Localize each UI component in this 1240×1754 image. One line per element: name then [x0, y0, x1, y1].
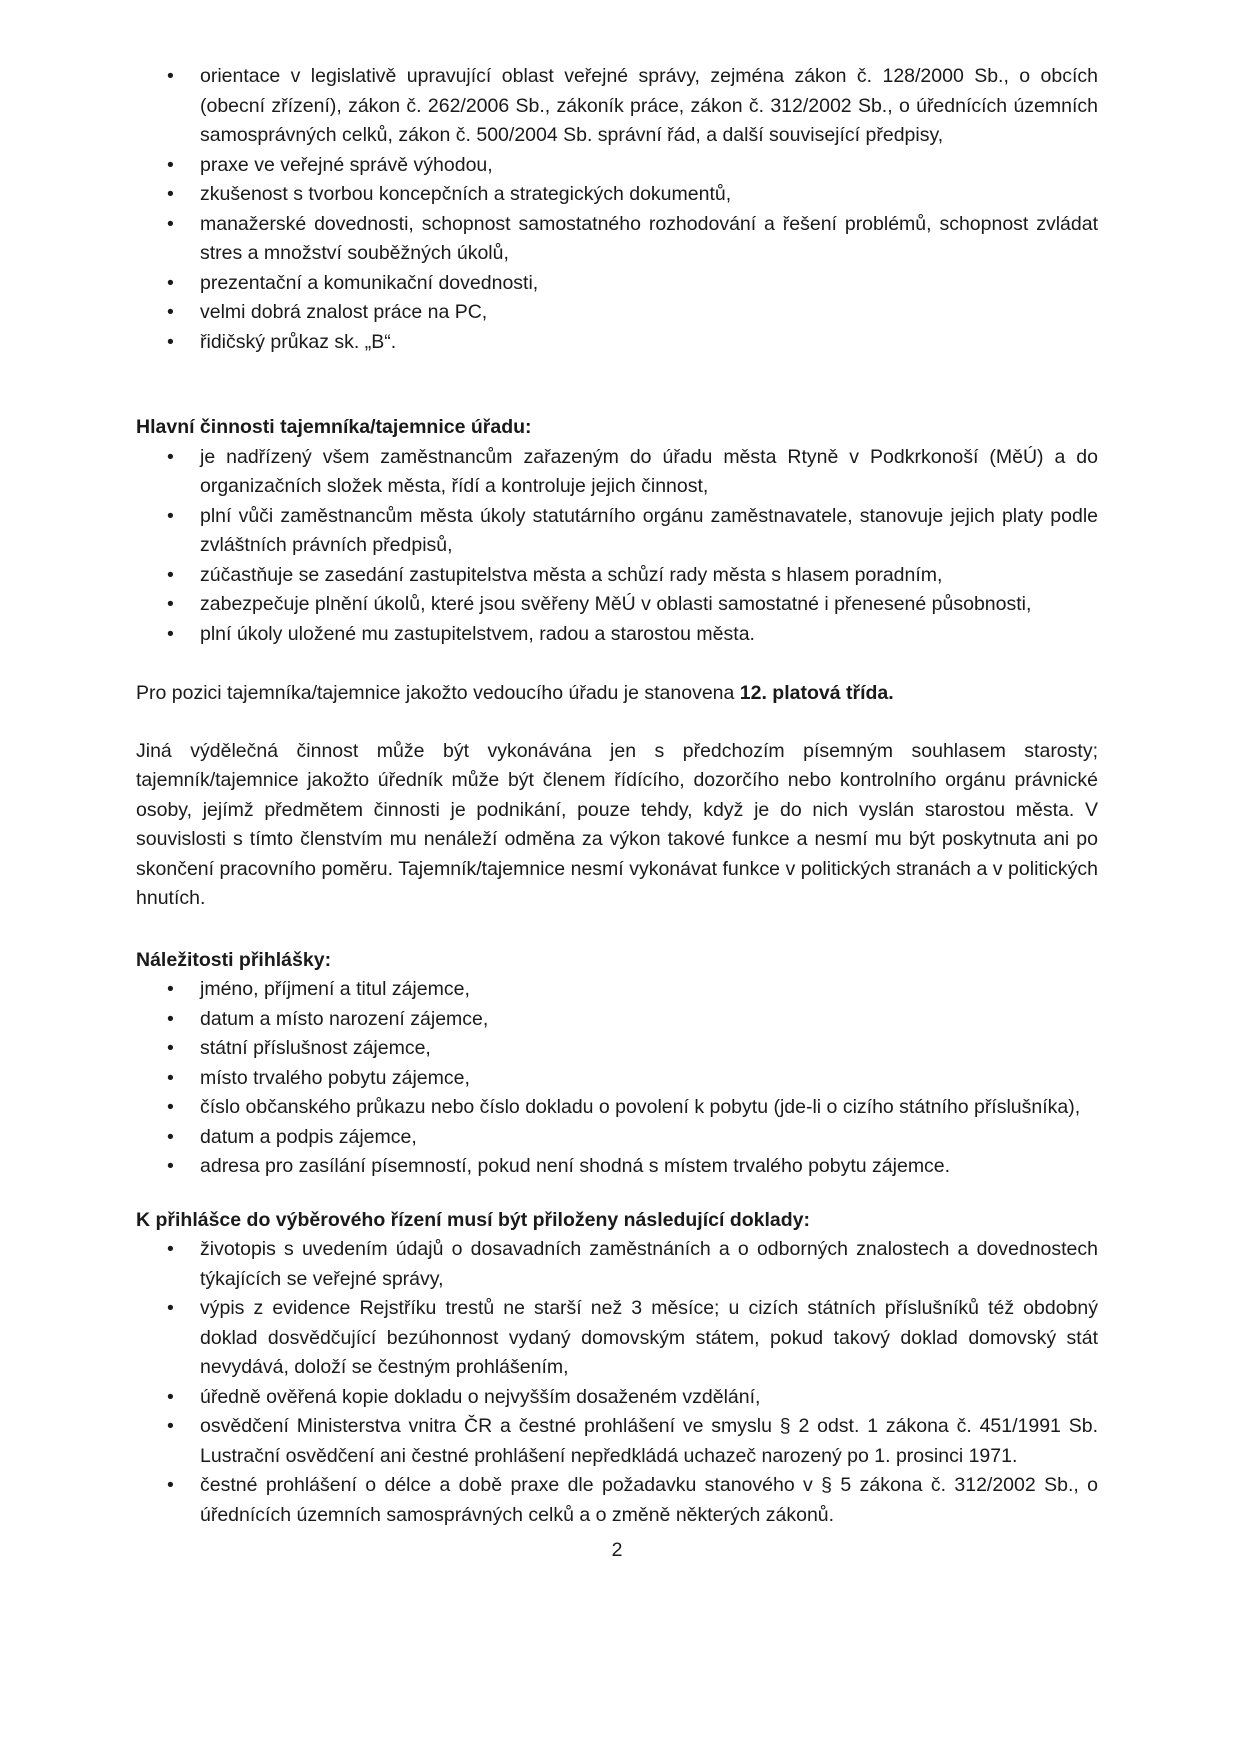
list-item: • řidičský průkaz sk. „B“.	[136, 328, 1098, 358]
list-item: • osvědčení Ministerstva vnitra ČR a čestné prohlášení ve smyslu § 2 odst. 1 zákona č. 451/1991 Sb. Lustrační osvědčení ani čestné prohlášení nepředkládá uchazeč narozený po 1. prosinci 1971.	[136, 1412, 1098, 1471]
list-item: • zabezpečuje plnění úkolů, které jsou svěřeny MěÚ v oblasti samostatné i přenesené působnosti,	[136, 590, 1098, 620]
list-item: • datum a podpis zájemce,	[136, 1123, 1098, 1153]
list-item: • velmi dobrá znalost práce na PC,	[136, 298, 1098, 328]
list-item: • úředně ověřená kopie dokladu o nejvyšším dosaženém vzdělání,	[136, 1383, 1098, 1413]
list-item: • místo trvalého pobytu zájemce,	[136, 1064, 1098, 1094]
list-item: • zúčastňuje se zasedání zastupitelstva města a schůzí rady města s hlasem poradním,	[136, 561, 1098, 591]
other-income-paragraph: Jiná výdělečná činnost může být vykonávána jen s předchozím písemným souhlasem starosty; tajemník/tajemnice jakožto úředník může být členem řídícího, dozorčího nebo kontrolního orgánu právnické osoby, jejímž předmětem činnosti je podnikání, pouze tehdy, když je do nich vyslán starostou města. V souvislosti s tímto členstvím mu nenáleží odměna za výkon takové funkce a nesmí mu být poskytnuta ani po skončení pracovního poměru. Tajemník/tajemnice nesmí vykonávat funkce v politických stranách a v politických hnutích.	[136, 739, 1098, 909]
attachments-list	[136, 1235, 1098, 1530]
list-item: • prezentační a komunikační dovednosti,	[136, 269, 1098, 299]
pay-grade-text: Pro pozici tajemníka/tajemnice jakožto vedoucího úřadu je stanovena	[136, 682, 740, 704]
list-item: • zkušenost s tvorbou koncepčních a strategických dokumentů,	[136, 180, 1098, 210]
list-item: • manažerské dovednosti, schopnost samostatného rozhodování a řešení problémů, schopnost zvládat stres a množství souběžných úkolů,	[136, 210, 1098, 269]
pay-grade-paragraph	[136, 679, 1098, 709]
list-item: • datum a místo narození zájemce,	[136, 1005, 1098, 1035]
list-item: • plní vůči zaměstnancům města úkoly statutárního orgánu zaměstnavatele, stanovuje jejich platy podle zvláštních právních předpisů,	[136, 502, 1098, 561]
list-item: • adresa pro zasílání písemností, pokud není shodná s místem trvalého pobytu zájemce.	[136, 1152, 1098, 1182]
main-activities-list	[136, 443, 1098, 650]
section-heading-application-requirements: Náležitosti přihlášky:	[136, 948, 332, 971]
list-item: • výpis z evidence Rejstříku trestů ne starší než 3 měsíce; u cizích státních příslušníků též obdobný doklad dosvědčující bezúhonnost vydaný domovským státem, pokud takový doklad domovský stát nevydává, doloží se čestným prohlášením,	[136, 1294, 1098, 1383]
pay-grade-bold-text: 12. platová třída.	[739, 682, 894, 704]
list-item: • životopis s uvedením údajů o dosavadních zaměstnáních a o odborných znalostech a dovednostech týkajících se veřejné správy,	[136, 1235, 1098, 1294]
section-heading-main-activities: Hlavní činnosti tajemníka/tajemnice úřadu:	[136, 416, 532, 438]
list-item: • je nadřízený všem zaměstnancům zařazeným do úřadu města Rtyně v Podkrkonoší (MěÚ) a do organizačních složek města, řídí a kontroluje jejich činnost,	[136, 443, 1098, 502]
section-heading-attachments: K přihlášce do výběrového řízení musí být přiloženy následující doklady:	[136, 1208, 811, 1231]
list-item: • jméno, příjmení a titul zájemce,	[136, 975, 1098, 1005]
page-number: 2	[611, 1539, 623, 1561]
application-requirements-list	[136, 975, 1098, 1182]
requirements-continued-list	[136, 62, 1098, 357]
list-item: • čestné prohlášení o délce a době praxe dle požadavku stanového v § 5 zákona č. 312/2002 Sb., o úřednících územních samosprávných celků a o změně některých zákonů.	[136, 1471, 1098, 1530]
list-item: • plní úkoly uložené mu zastupitelstvem, radou a starostou města.	[136, 620, 1098, 650]
list-item: • orientace v legislativě upravující oblast veřejné správy, zejména zákon č. 128/2000 Sb., o obcích (obecní zřízení), zákon č. 262/2006 Sb., zákoník práce, zákon č. 312/2002 Sb., o úřednících územních samosprávných celků, zákon č. 500/2004 Sb. správní řád, a další související předpisy,	[136, 62, 1098, 151]
list-item: • číslo občanského průkazu nebo číslo dokladu o povolení k pobytu (jde-li o cizího státního příslušníka),	[136, 1093, 1098, 1123]
list-item: • praxe ve veřejné správě výhodou,	[136, 151, 1098, 181]
list-item: • státní příslušnost zájemce,	[136, 1034, 1098, 1064]
